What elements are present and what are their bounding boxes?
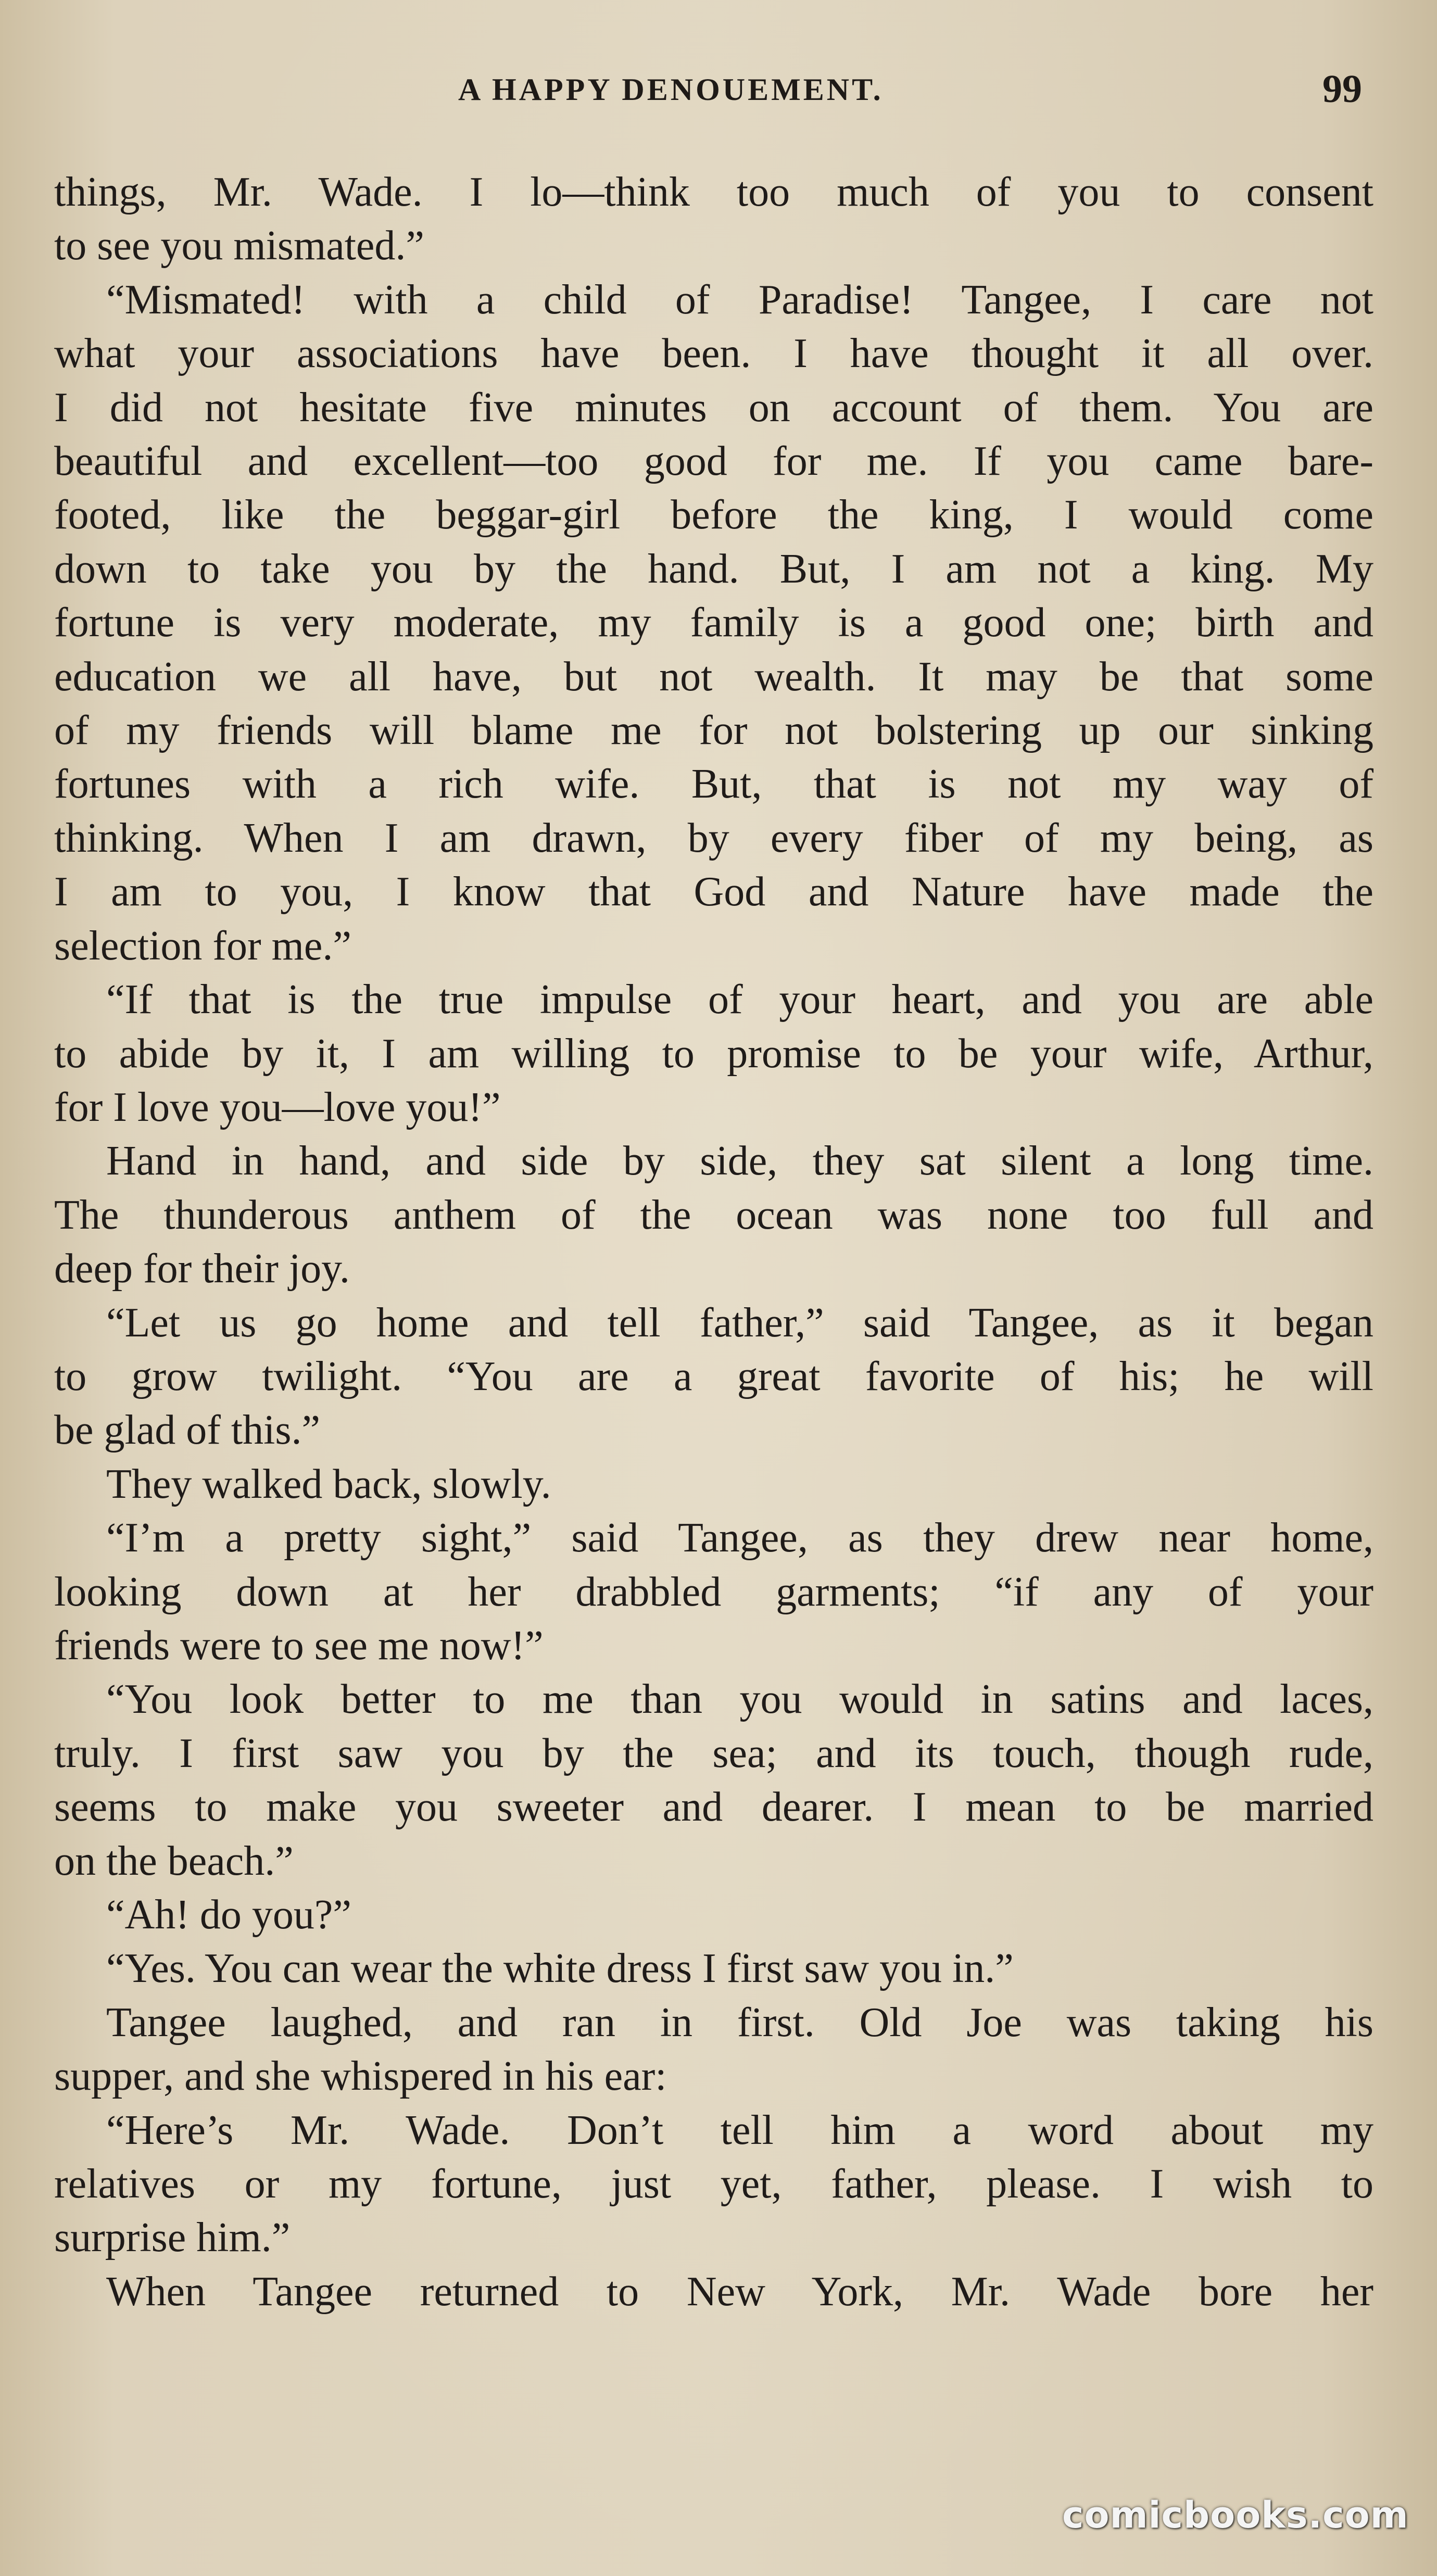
text-line: to grow twilight. “You are a great favorite of his; he will <box>54 1353 1373 1399</box>
text-line: “Mismated! with a child of Paradise! Tangee, I care not <box>106 276 1373 323</box>
text-line: seems to make you sweeter and dearer. I mean to be married <box>54 1784 1373 1830</box>
running-title: A HAPPY DENOUEMENT. <box>458 72 884 107</box>
text-line: of my friends will blame me for not bolstering up our sinking <box>54 708 1373 754</box>
text-line: on the beach.” <box>54 1838 294 1884</box>
text-line: “Let us go home and tell father,” said Tangee, as it began <box>106 1299 1373 1346</box>
text-line: footed, like the beggar-girl before the king, I would come <box>54 492 1373 538</box>
text-line: fortunes with a rich wife. But, that is not my way of <box>54 761 1373 807</box>
text-line: things, Mr. Wade. I lo—think too much of you to consent <box>54 169 1373 215</box>
text-line: relatives or my fortune, just yet, father, please. I wish to <box>54 2161 1373 2207</box>
text-line: education we all have, but not wealth. It may be that some <box>54 653 1373 700</box>
text-line: When Tangee returned to New York, Mr. Wade bore her <box>106 2268 1373 2315</box>
text-line: Hand in hand, and side by side, they sat silent a long time. <box>106 1138 1373 1184</box>
text-line: friends were to see me now!” <box>54 1622 544 1669</box>
text-line: to abide by it, I am willing to promise to be your wife, Arthur, <box>54 1030 1373 1077</box>
body-text <box>54 166 1373 2319</box>
text-line: supper, and she whispered in his ear: <box>54 2053 667 2100</box>
text-line: They walked back, slowly. <box>106 1461 551 1507</box>
text-line: down to take you by the hand. But, I am not a king. My <box>54 546 1373 592</box>
text-line: to see you mismated.” <box>54 223 424 269</box>
text-line: “I’m a pretty sight,” said Tangee, as they drew near home, <box>106 1515 1373 1561</box>
text-line: truly. I first saw you by the sea; and its touch, though rude, <box>54 1730 1373 1776</box>
text-line: surprise him.” <box>54 2215 291 2261</box>
running-head <box>0 67 1437 113</box>
text-line: beautiful and excellent—too good for me. If you came bare- <box>54 438 1373 485</box>
text-line: deep for their joy. <box>54 1246 350 1292</box>
text-line: thinking. When I am drawn, by every fiber of my being, as <box>54 815 1373 861</box>
watermark: comicbooks.com <box>1062 2494 1409 2536</box>
text-line: “Here’s Mr. Wade. Don’t tell him a word about my <box>106 2107 1373 2153</box>
text-line: fortune is very moderate, my family is a good one; birth and <box>54 600 1373 646</box>
text-line: for I love you—love you!” <box>54 1084 501 1130</box>
text-line: “If that is the true impulse of your heart, and you are able <box>106 977 1373 1023</box>
text-line: “Yes. You can wear the white dress I first saw you in.” <box>106 1946 1014 1992</box>
text-line: “Ah! do you?” <box>106 1892 351 1938</box>
text-line: what your associations have been. I have thought it all over. <box>54 331 1373 377</box>
text-line: “You look better to me than you would in satins and laces, <box>106 1676 1373 1723</box>
text-line: Tangee laughed, and ran in first. Old Joe was taking his <box>106 1999 1373 2045</box>
text-line: be glad of this.” <box>54 1407 320 1454</box>
text-line: The thunderous anthem of the ocean was none too full and <box>54 1192 1373 1238</box>
text-line: looking down at her drabbled garments; “if any of your <box>54 1569 1373 1615</box>
text-line: I am to you, I know that God and Nature have made the <box>54 869 1373 915</box>
text-line: selection for me.” <box>54 923 351 969</box>
text-line: I did not hesitate five minutes on account of them. You are <box>54 384 1373 431</box>
page-number: 99 <box>1322 67 1362 111</box>
